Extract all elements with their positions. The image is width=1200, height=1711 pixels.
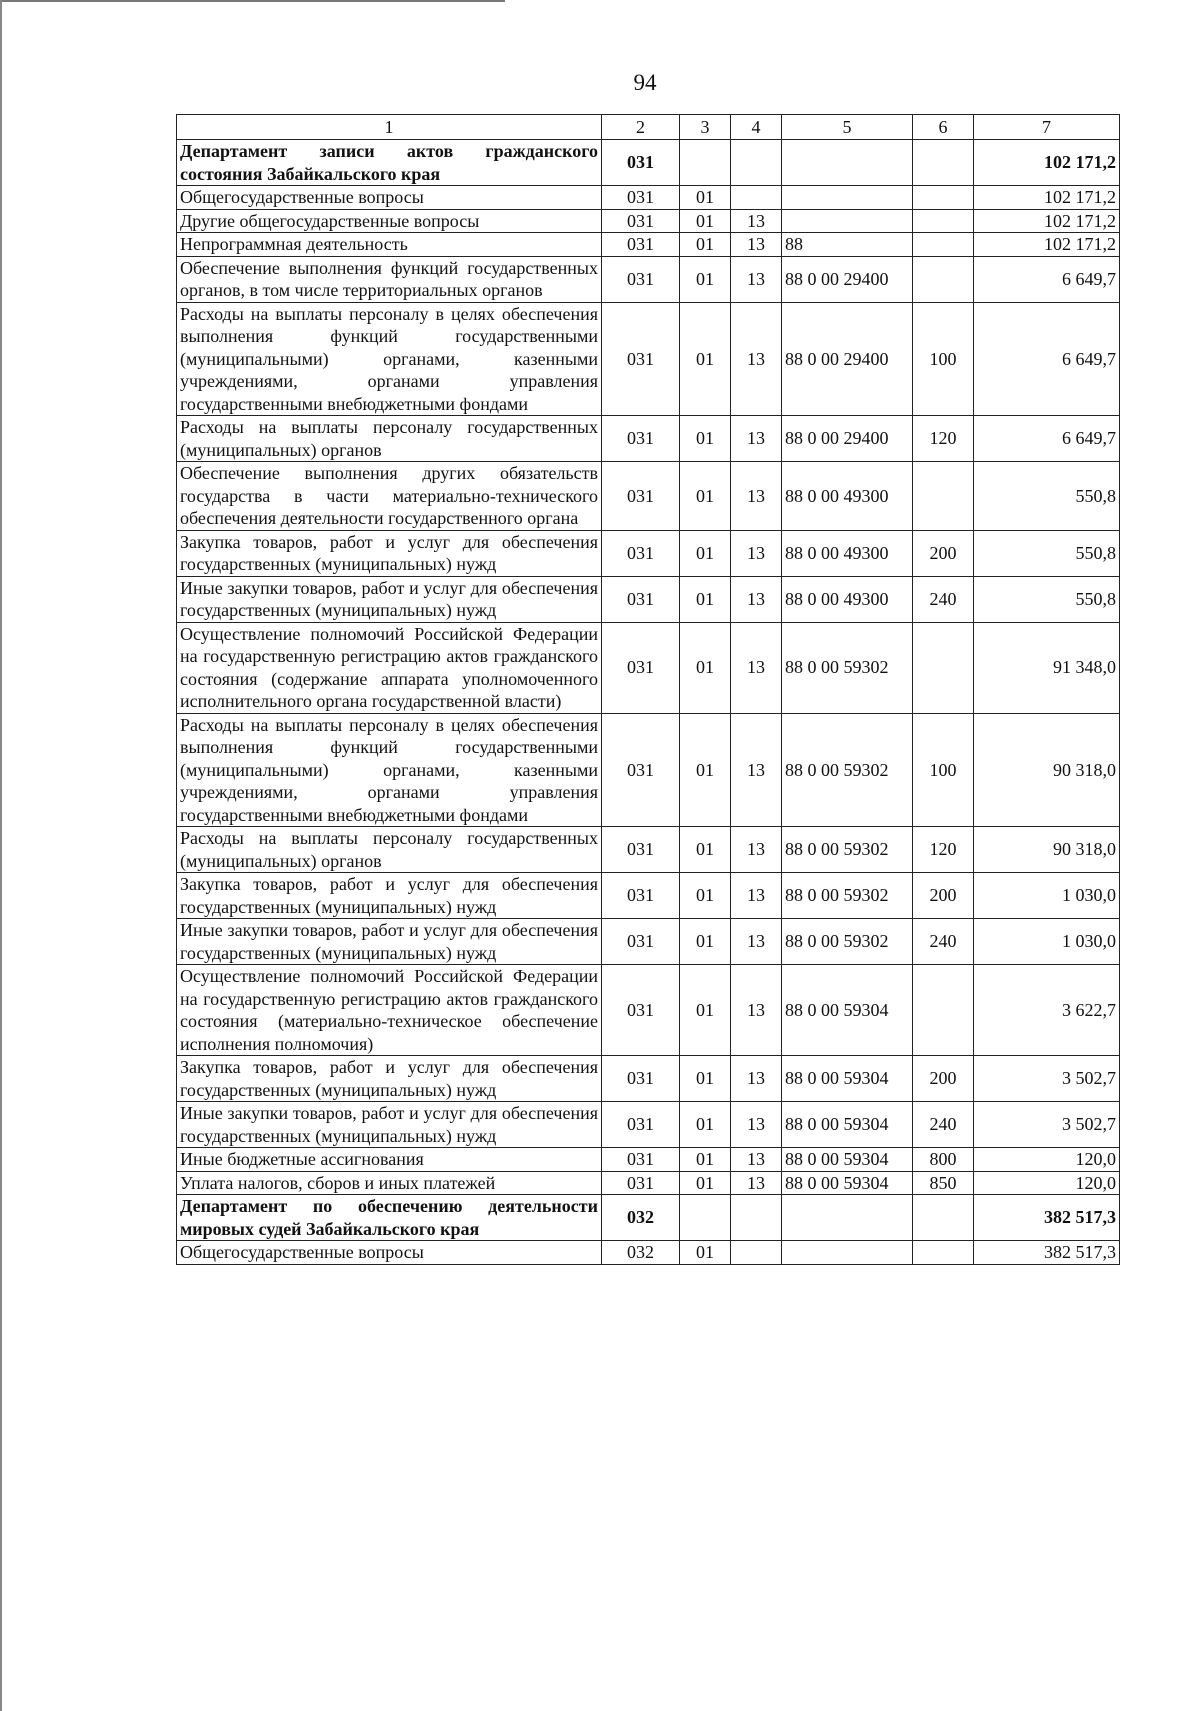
- subsection-cell: 13: [731, 1148, 782, 1172]
- table-row: [177, 1195, 1120, 1241]
- subsection-cell: 13: [731, 416, 782, 462]
- amount-cell: 6 649,7: [974, 416, 1120, 462]
- subsection-cell: 13: [731, 209, 782, 233]
- section-cell: 01: [680, 209, 731, 233]
- amount-cell: 90 318,0: [974, 827, 1120, 873]
- section-cell: 01: [680, 186, 731, 210]
- amount-cell: 102 171,2: [974, 186, 1120, 210]
- admin-code-cell: 031: [602, 233, 680, 257]
- subsection-cell: [731, 1195, 782, 1241]
- table-row: [177, 233, 1120, 257]
- admin-code-cell: 032: [602, 1195, 680, 1241]
- table-row: [177, 713, 1120, 827]
- table-row: [177, 827, 1120, 873]
- table-row: [177, 1171, 1120, 1195]
- row-name-cell: Закупка товаров, работ и услуг для обеспечения государственных (муниципальных) нужд: [177, 1056, 602, 1102]
- subsection-cell: [731, 186, 782, 210]
- header-cell: 1: [177, 115, 602, 140]
- expense-type-cell: [913, 256, 974, 302]
- amount-cell: 382 517,3: [974, 1195, 1120, 1241]
- section-cell: 01: [680, 622, 731, 713]
- table-row: [177, 302, 1120, 416]
- target-article-cell: [782, 209, 913, 233]
- section-cell: 01: [680, 965, 731, 1056]
- row-name-cell: Непрограммная деятельность: [177, 233, 602, 257]
- expense-type-cell: 800: [913, 1148, 974, 1172]
- header-cell: 3: [680, 115, 731, 140]
- subsection-cell: 13: [731, 622, 782, 713]
- row-name-cell: Иные закупки товаров, работ и услуг для обеспечения государственных (муниципальных) нужд: [177, 919, 602, 965]
- target-article-cell: 88 0 00 49300: [782, 530, 913, 576]
- section-cell: [680, 140, 731, 186]
- admin-code-cell: 031: [602, 256, 680, 302]
- row-name-cell: Расходы на выплаты персоналу в целях обеспечения выполнения функций государственными (муниципальными) органами, казенными учреждениями, органами управления государственными внебюджетными фондами: [177, 713, 602, 827]
- amount-cell: 550,8: [974, 530, 1120, 576]
- target-article-cell: [782, 1195, 913, 1241]
- amount-cell: 3 622,7: [974, 965, 1120, 1056]
- table-row: [177, 186, 1120, 210]
- subsection-cell: 13: [731, 233, 782, 257]
- section-cell: 01: [680, 1056, 731, 1102]
- row-name-cell: Расходы на выплаты персоналу государственных (муниципальных) органов: [177, 416, 602, 462]
- target-article-cell: [782, 140, 913, 186]
- header-cell: 4: [731, 115, 782, 140]
- row-name-cell: Общегосударственные вопросы: [177, 186, 602, 210]
- row-name-cell: Расходы на выплаты персоналу в целях обеспечения выполнения функций государственными (муниципальными) органами, казенными учреждениями, органами управления государственными внебюджетными фондами: [177, 302, 602, 416]
- subsection-cell: 13: [731, 530, 782, 576]
- section-cell: 01: [680, 873, 731, 919]
- expense-type-cell: 200: [913, 873, 974, 919]
- row-name-cell: Другие общегосударственные вопросы: [177, 209, 602, 233]
- amount-cell: 382 517,3: [974, 1241, 1120, 1265]
- admin-code-cell: 031: [602, 302, 680, 416]
- row-name-cell: Обеспечение выполнения функций государственных органов, в том числе территориальных органов: [177, 256, 602, 302]
- section-cell: 01: [680, 1102, 731, 1148]
- row-name-cell: Закупка товаров, работ и услуг для обеспечения государственных (муниципальных) нужд: [177, 530, 602, 576]
- subsection-cell: 13: [731, 965, 782, 1056]
- header-cell: 7: [974, 115, 1120, 140]
- subsection-cell: 13: [731, 873, 782, 919]
- amount-cell: 6 649,7: [974, 256, 1120, 302]
- target-article-cell: 88 0 00 29400: [782, 256, 913, 302]
- subsection-cell: 13: [731, 256, 782, 302]
- section-cell: 01: [680, 302, 731, 416]
- table-row: [177, 256, 1120, 302]
- amount-cell: 102 171,2: [974, 140, 1120, 186]
- table-row: [177, 965, 1120, 1056]
- admin-code-cell: 031: [602, 1102, 680, 1148]
- table-row: [177, 919, 1120, 965]
- subsection-cell: 13: [731, 302, 782, 416]
- expense-type-cell: [913, 965, 974, 1056]
- admin-code-cell: 031: [602, 919, 680, 965]
- section-cell: 01: [680, 1148, 731, 1172]
- amount-cell: 6 649,7: [974, 302, 1120, 416]
- amount-cell: 102 171,2: [974, 209, 1120, 233]
- admin-code-cell: 031: [602, 1148, 680, 1172]
- table-row: [177, 530, 1120, 576]
- admin-code-cell: 031: [602, 1056, 680, 1102]
- table-row: [177, 1241, 1120, 1265]
- row-name-cell: Иные бюджетные ассигнования: [177, 1148, 602, 1172]
- row-name-cell: Обеспечение выполнения других обязательств государства в части материально-технического обеспечения деятельности государственного органа: [177, 462, 602, 531]
- expense-type-cell: 100: [913, 302, 974, 416]
- section-cell: 01: [680, 256, 731, 302]
- target-article-cell: 88 0 00 59304: [782, 965, 913, 1056]
- admin-code-cell: 031: [602, 1171, 680, 1195]
- section-cell: 01: [680, 713, 731, 827]
- target-article-cell: 88 0 00 59302: [782, 873, 913, 919]
- table-row: [177, 462, 1120, 531]
- admin-code-cell: 032: [602, 1241, 680, 1265]
- amount-cell: 90 318,0: [974, 713, 1120, 827]
- expense-type-cell: 200: [913, 1056, 974, 1102]
- expense-type-cell: [913, 140, 974, 186]
- expense-type-cell: [913, 462, 974, 531]
- section-cell: 01: [680, 462, 731, 531]
- subsection-cell: 13: [731, 713, 782, 827]
- target-article-cell: 88 0 00 29400: [782, 416, 913, 462]
- target-article-cell: 88 0 00 49300: [782, 576, 913, 622]
- admin-code-cell: 031: [602, 186, 680, 210]
- admin-code-cell: 031: [602, 530, 680, 576]
- row-name-cell: Департамент по обеспечению деятельности мировых судей Забайкальского края: [177, 1195, 602, 1241]
- row-name-cell: Иные закупки товаров, работ и услуг для обеспечения государственных (муниципальных) нужд: [177, 1102, 602, 1148]
- expense-type-cell: [913, 233, 974, 257]
- target-article-cell: 88 0 00 59304: [782, 1056, 913, 1102]
- admin-code-cell: 031: [602, 713, 680, 827]
- section-cell: [680, 1195, 731, 1241]
- table-body: [177, 115, 1120, 1265]
- expense-type-cell: 200: [913, 530, 974, 576]
- header-cell: 2: [602, 115, 680, 140]
- row-name-cell: Расходы на выплаты персоналу государственных (муниципальных) органов: [177, 827, 602, 873]
- target-article-cell: [782, 186, 913, 210]
- target-article-cell: 88 0 00 59304: [782, 1171, 913, 1195]
- expense-type-cell: 100: [913, 713, 974, 827]
- admin-code-cell: 031: [602, 622, 680, 713]
- subsection-cell: 13: [731, 1171, 782, 1195]
- section-cell: 01: [680, 827, 731, 873]
- subsection-cell: 13: [731, 1056, 782, 1102]
- target-article-cell: [782, 1241, 913, 1265]
- section-cell: 01: [680, 1241, 731, 1265]
- amount-cell: 1 030,0: [974, 873, 1120, 919]
- header-cell: 5: [782, 115, 913, 140]
- scan-edge-left: [0, 0, 2, 1711]
- target-article-cell: 88 0 00 29400: [782, 302, 913, 416]
- header-cell: 6: [913, 115, 974, 140]
- section-cell: 01: [680, 416, 731, 462]
- expense-type-cell: 120: [913, 416, 974, 462]
- table-row: [177, 873, 1120, 919]
- row-name-cell: Закупка товаров, работ и услуг для обеспечения государственных (муниципальных) нужд: [177, 873, 602, 919]
- target-article-cell: 88 0 00 59304: [782, 1148, 913, 1172]
- amount-cell: 3 502,7: [974, 1102, 1120, 1148]
- amount-cell: 3 502,7: [974, 1056, 1120, 1102]
- scan-edge-top: [0, 0, 505, 2]
- amount-cell: 102 171,2: [974, 233, 1120, 257]
- amount-cell: 550,8: [974, 576, 1120, 622]
- target-article-cell: 88 0 00 59302: [782, 622, 913, 713]
- subsection-cell: [731, 140, 782, 186]
- target-article-cell: 88 0 00 59302: [782, 713, 913, 827]
- row-name-cell: Иные закупки товаров, работ и услуг для обеспечения государственных (муниципальных) нужд: [177, 576, 602, 622]
- expense-type-cell: 240: [913, 919, 974, 965]
- row-name-cell: Осуществление полномочий Российской Федерации на государственную регистрацию актов гражданского состояния (содержание аппарата уполномоченного исполнительного органа государственной власти): [177, 622, 602, 713]
- table-header-row: [177, 115, 1120, 140]
- subsection-cell: 13: [731, 462, 782, 531]
- section-cell: 01: [680, 1171, 731, 1195]
- admin-code-cell: 031: [602, 965, 680, 1056]
- table-row: [177, 1102, 1120, 1148]
- expense-type-cell: [913, 209, 974, 233]
- expense-type-cell: [913, 622, 974, 713]
- page-number: 94: [633, 70, 657, 95]
- subsection-cell: [731, 1241, 782, 1265]
- admin-code-cell: 031: [602, 209, 680, 233]
- row-name-cell: Общегосударственные вопросы: [177, 1241, 602, 1265]
- expense-type-cell: 240: [913, 1102, 974, 1148]
- expense-type-cell: [913, 186, 974, 210]
- target-article-cell: 88 0 00 59302: [782, 919, 913, 965]
- amount-cell: 91 348,0: [974, 622, 1120, 713]
- expense-type-cell: 240: [913, 576, 974, 622]
- amount-cell: 120,0: [974, 1148, 1120, 1172]
- subsection-cell: 13: [731, 576, 782, 622]
- amount-cell: 120,0: [974, 1171, 1120, 1195]
- section-cell: 01: [680, 576, 731, 622]
- table-row: [177, 209, 1120, 233]
- table-row: [177, 576, 1120, 622]
- admin-code-cell: 031: [602, 462, 680, 531]
- subsection-cell: 13: [731, 827, 782, 873]
- amount-cell: 1 030,0: [974, 919, 1120, 965]
- table-row: [177, 1056, 1120, 1102]
- section-cell: 01: [680, 530, 731, 576]
- expense-type-cell: 120: [913, 827, 974, 873]
- table-row: [177, 622, 1120, 713]
- admin-code-cell: 031: [602, 873, 680, 919]
- row-name-cell: Уплата налогов, сборов и иных платежей: [177, 1171, 602, 1195]
- admin-code-cell: 031: [602, 140, 680, 186]
- section-cell: 01: [680, 233, 731, 257]
- table-row: [177, 140, 1120, 186]
- row-name-cell: Департамент записи актов гражданского состояния Забайкальского края: [177, 140, 602, 186]
- expense-type-cell: [913, 1241, 974, 1265]
- budget-table: [176, 114, 1120, 1265]
- table-row: [177, 416, 1120, 462]
- target-article-cell: 88 0 00 59304: [782, 1102, 913, 1148]
- table-row: [177, 1148, 1120, 1172]
- section-cell: 01: [680, 919, 731, 965]
- target-article-cell: 88 0 00 59302: [782, 827, 913, 873]
- expense-type-cell: 850: [913, 1171, 974, 1195]
- subsection-cell: 13: [731, 1102, 782, 1148]
- row-name-cell: Осуществление полномочий Российской Федерации на государственную регистрацию актов гражданского состояния (материально-техническое обеспечение исполнения полномочия): [177, 965, 602, 1056]
- admin-code-cell: 031: [602, 416, 680, 462]
- target-article-cell: 88: [782, 233, 913, 257]
- admin-code-cell: 031: [602, 827, 680, 873]
- target-article-cell: 88 0 00 49300: [782, 462, 913, 531]
- expense-type-cell: [913, 1195, 974, 1241]
- subsection-cell: 13: [731, 919, 782, 965]
- admin-code-cell: 031: [602, 576, 680, 622]
- amount-cell: 550,8: [974, 462, 1120, 531]
